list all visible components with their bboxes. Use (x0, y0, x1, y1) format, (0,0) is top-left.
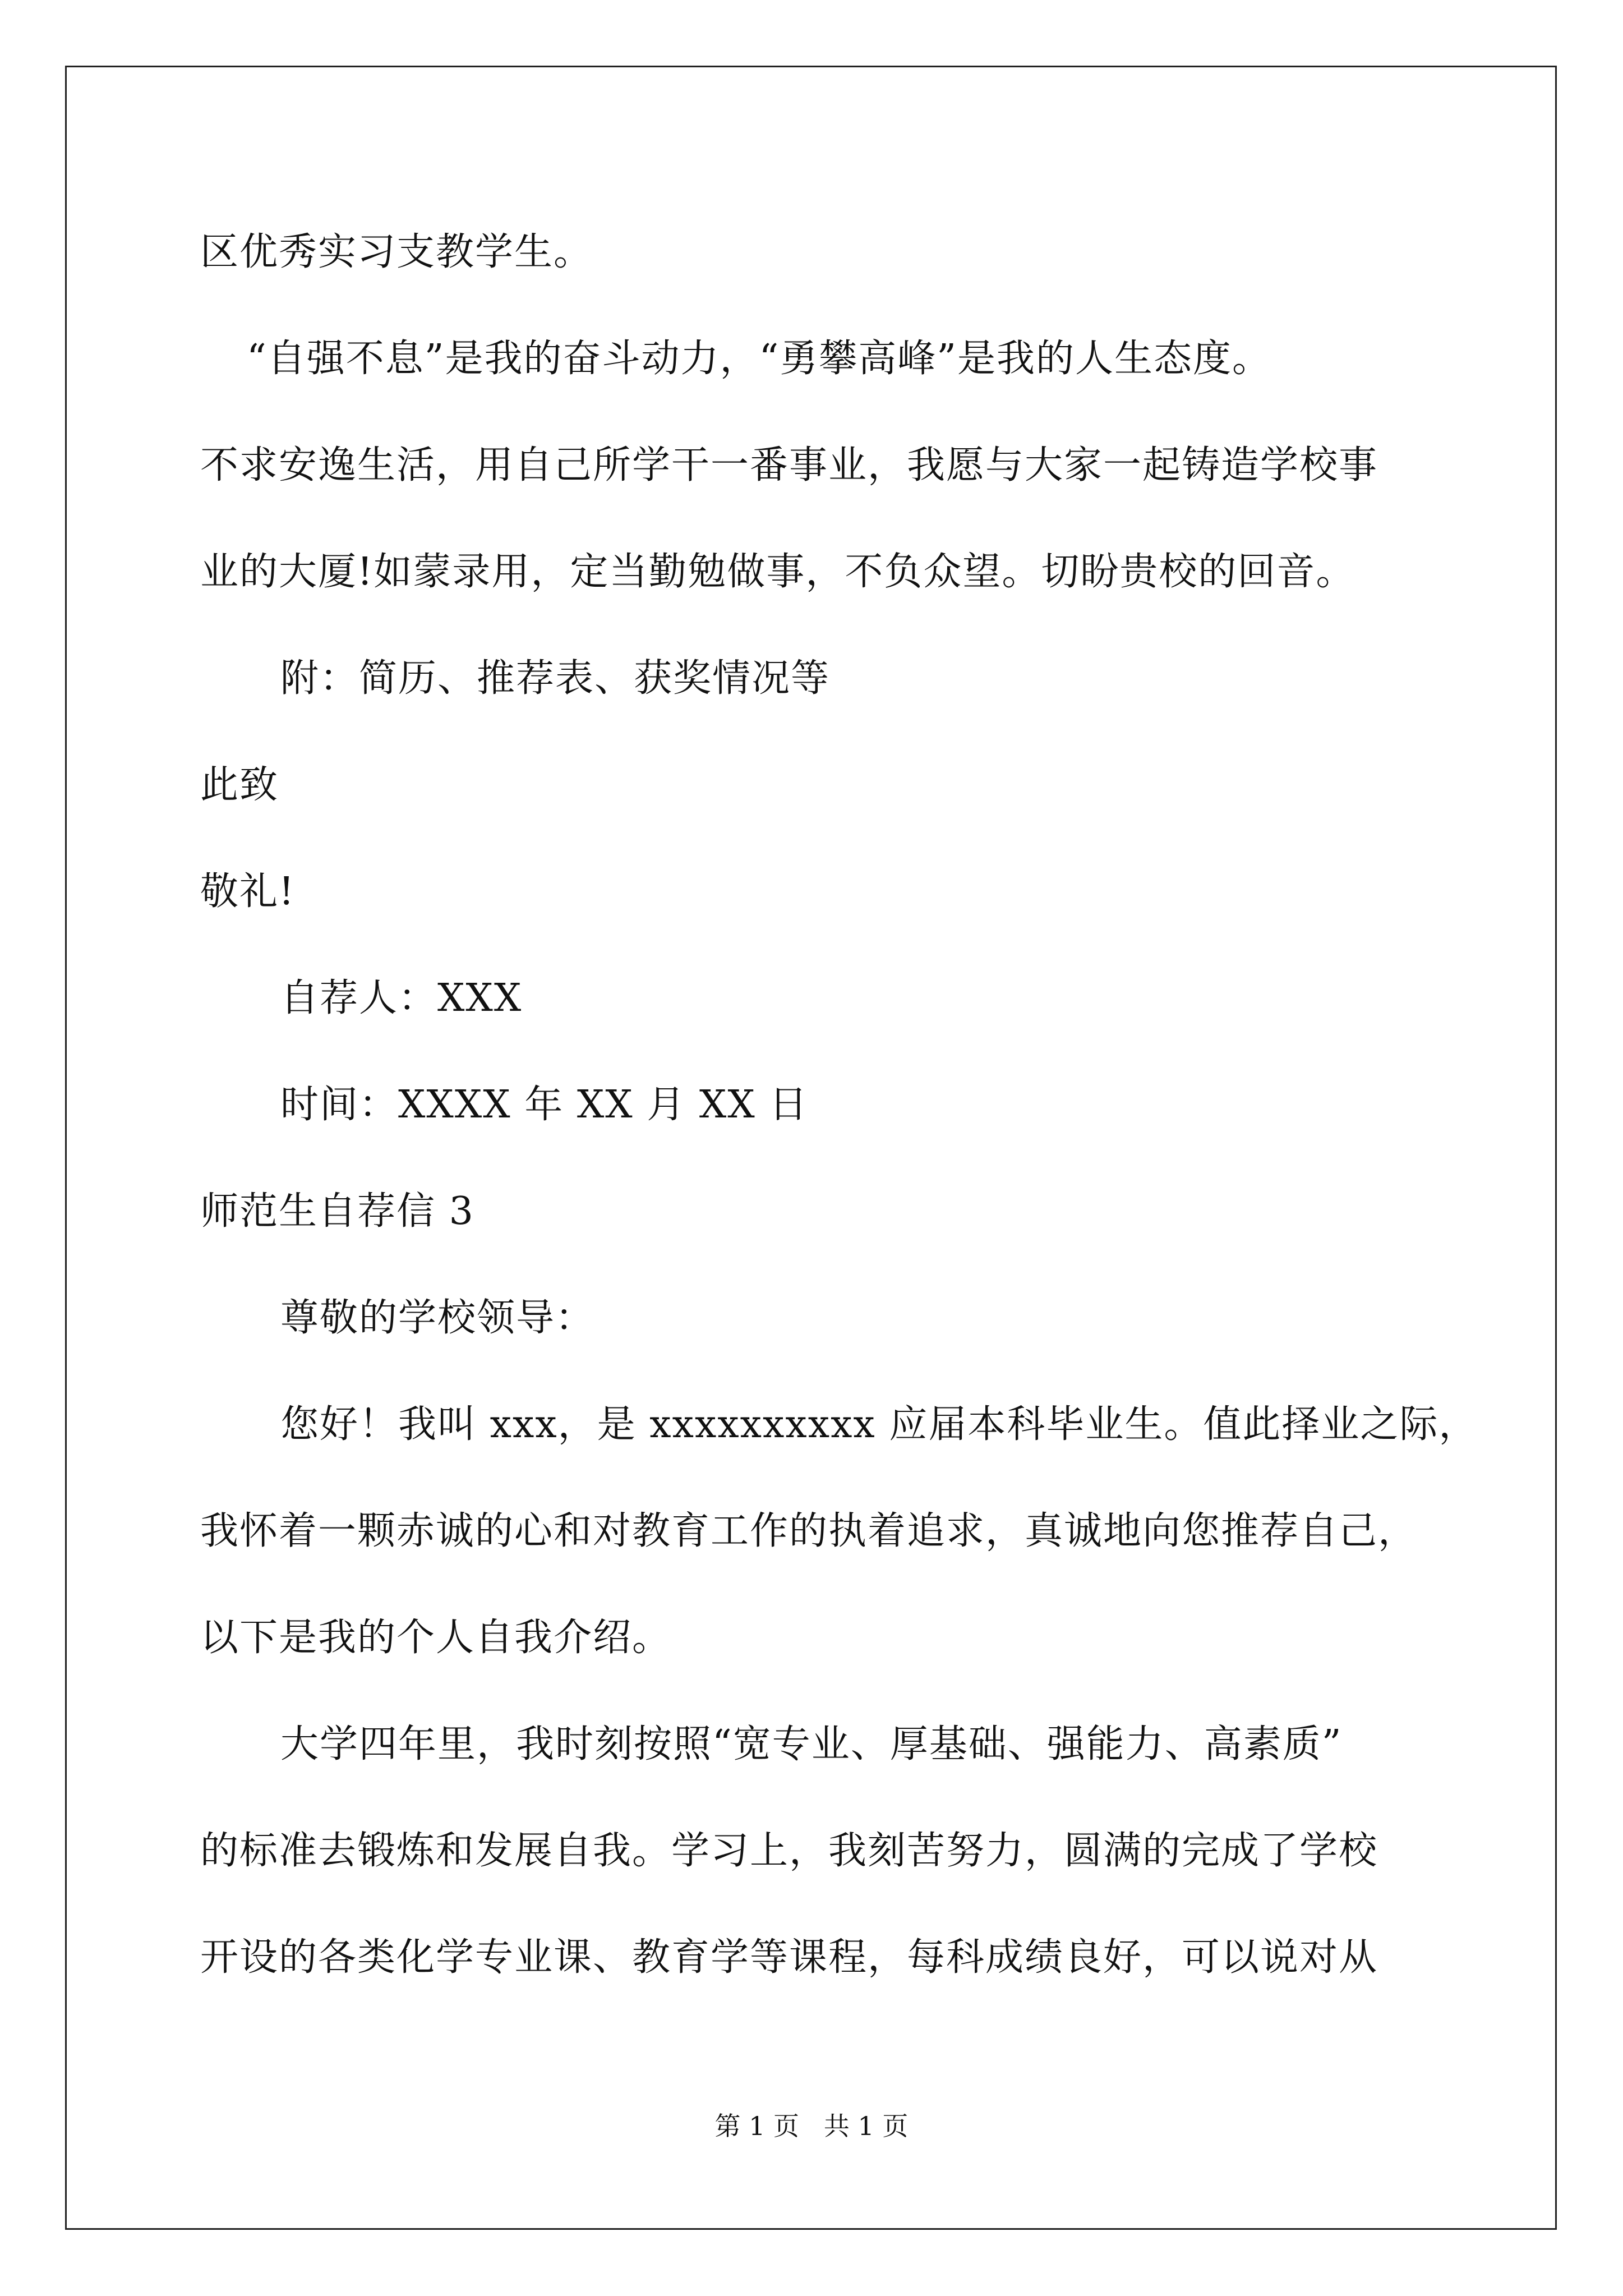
body-line: 业的大厦!如蒙录用，定当勤勉做事，不负众望。切盼贵校的回音。 (200, 550, 1355, 594)
body-line: 附：简历、推荐表、获奖情况等 (280, 656, 831, 701)
section-heading: 师范生自荐信 3 (200, 1189, 474, 1234)
body-line: 您好！我叫 xxx，是 xxxxxxxxxx 应届本科毕业生。值此择业之际， (280, 1402, 1478, 1447)
body-line: 区优秀实习支教学生。 (200, 230, 593, 274)
salutation-line: 此致 (200, 763, 279, 807)
salutation-line: 敬礼! (200, 869, 296, 914)
body-line: “自强不息”是我的奋斗动力，“勇攀高峰”是我的人生态度。 (247, 337, 1272, 381)
date-line: 时间：XXXX 年 XX 月 XX 日 (280, 1083, 809, 1127)
page-border (65, 66, 1557, 2230)
signature-line: 自荐人：XXX (280, 976, 523, 1020)
body-line: 开设的各类化学专业课、教育学等课程，每科成绩良好，可以说对从 (200, 1935, 1378, 1980)
body-line: 不求安逸生活，用自己所学干一番事业，我愿与大家一起铸造学校事 (200, 443, 1378, 487)
body-line: 大学四年里，我时刻按照“宽专业、厚基础、强能力、高素质” (280, 1722, 1343, 1766)
page-footer: 第 1 页 共 1 页 (714, 2111, 909, 2141)
greeting-line: 尊敬的学校领导： (280, 1296, 595, 1340)
body-line: 的标准去锻炼和发展自我。学习上，我刻苦努力，圆满的完成了学校 (200, 1829, 1378, 1873)
body-line: 我怀着一颗赤诚的心和对教育工作的执着追求，真诚地向您推荐自己， (200, 1509, 1418, 1553)
body-line: 以下是我的个人自我介绍。 (200, 1616, 672, 1660)
